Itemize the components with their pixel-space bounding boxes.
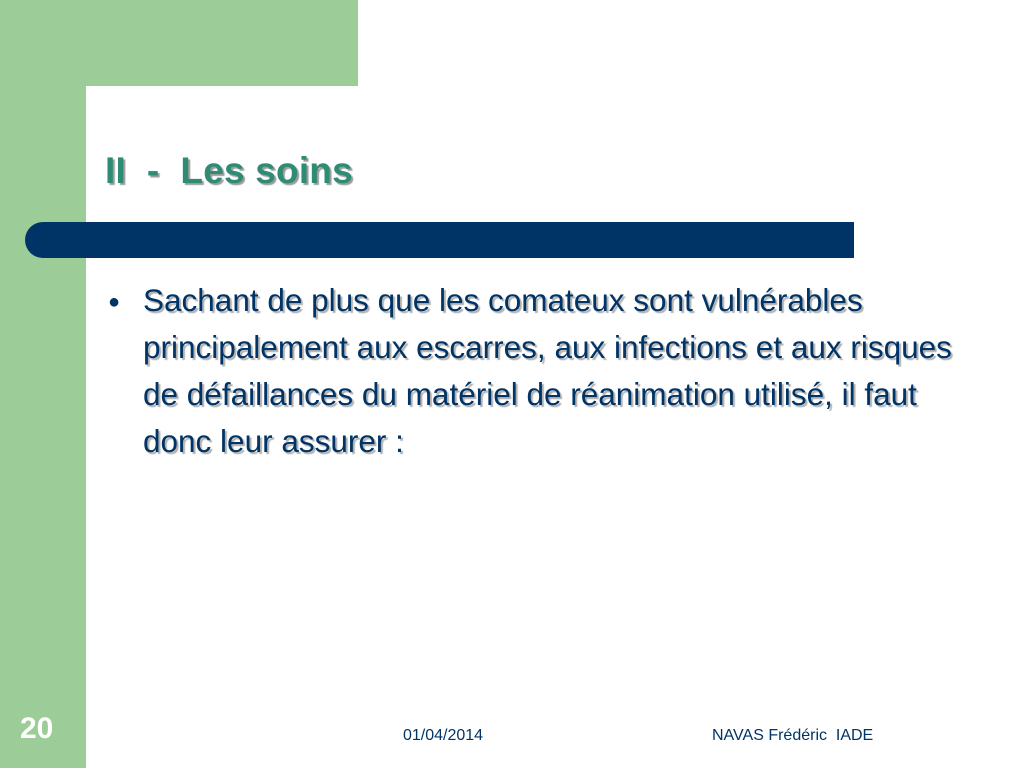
bullet-icon: ● (108, 291, 121, 313)
slide-number: 20 (20, 712, 54, 745)
bullet-text: Sachant de plus que les comateux sont vulnérables principalement aux escarres, aux infections et aux risques de défaillances du matériel de réanimation utilisé, il faut donc leur assurer : (143, 282, 952, 459)
slide-title: II - Les soins (105, 150, 353, 191)
footer-date: 01/04/2014 (403, 727, 484, 744)
left-sidebar-band (0, 0, 86, 768)
title-underline-bar (25, 222, 854, 258)
top-corner-band (0, 0, 358, 86)
footer-author: NAVAS Frédéric IADE (712, 727, 874, 744)
